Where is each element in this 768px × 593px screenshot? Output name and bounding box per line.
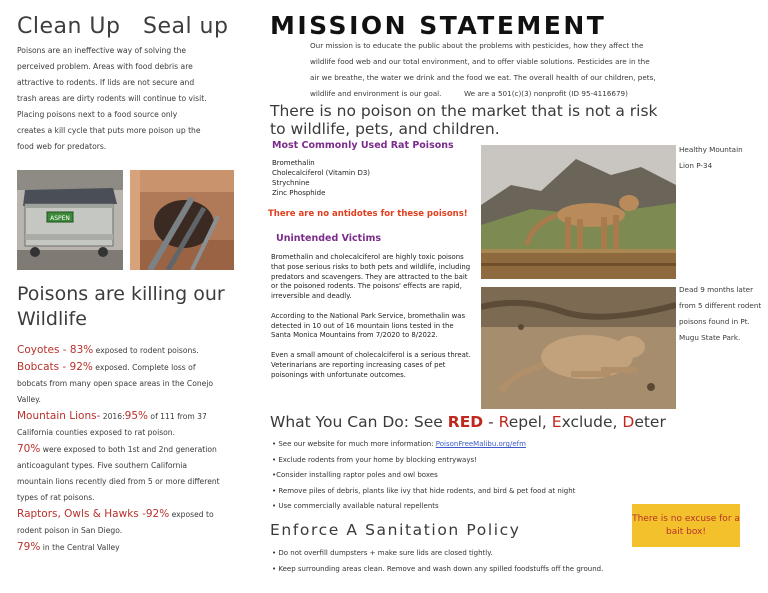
what-heading-r: R: [498, 413, 509, 431]
healthy-lion-caption: Healthy Mountain Lion P-34: [679, 145, 743, 170]
stat-text: exposed to rodent poison in San Diego.: [17, 510, 214, 535]
stat-text: 2016:: [100, 412, 125, 421]
dead-lion-photo: [481, 287, 676, 409]
enforce-heading: Enforce A Sanitation Policy: [270, 521, 521, 539]
stat-strong: Raptors, Owls & Hawks -92%: [17, 508, 170, 520]
what-heading-e: E: [551, 413, 562, 431]
risk-heading: There is no poison on the market that is not a risk to wildlife, pets, and children.: [270, 102, 658, 138]
victims-paragraph: Even a small amount of cholecalciferol is a serious threat. Veterinarians are reporting increasing cases of pet poisonings with unfortunate outcomes.: [271, 350, 471, 379]
stat-strong: Mountain Lions-: [17, 410, 101, 422]
stat-text: exposed to rodent poisons.: [93, 346, 199, 355]
stat-strong: Coyotes - 83%: [17, 344, 94, 356]
what-list: [272, 437, 692, 515]
bait-box-callout: There is no excuse for a bait box!: [632, 504, 740, 547]
what-heading-prefix: What You Can Do: See: [270, 413, 448, 431]
what-heading-repel: epel,: [508, 413, 552, 431]
enforce-list: [272, 545, 692, 577]
dead-lion-caption: Dead 9 months later from 5 different rodent poisons found in Pt. Mugu State Park.: [679, 285, 762, 342]
list-item: [272, 437, 692, 453]
stat-strong: Bobcats - 92%: [17, 361, 93, 373]
victims-text: [271, 253, 473, 390]
list-item: • Keep surrounding areas clean. Remove and wash down any spilled foodstuffs off the ground.: [272, 565, 604, 573]
mission-paragraph: [310, 38, 660, 102]
what-heading-red: RED: [447, 413, 484, 431]
victims-paragraph: According to the National Park Service, bromethalin was detected in 10 out of 16 mountain lions tested in the Santa Monica Mountains from 7/2020 to 8/2022.: [271, 311, 466, 340]
list-item: • Do not overfill dumpsters + make sure lids are closed tightly.: [272, 549, 493, 557]
dumpster-photo: [17, 170, 123, 270]
nonprofit-id: We are a 501(c)(3) nonprofit (ID 95-4116679): [464, 89, 628, 98]
website-link[interactable]: PoisonFreeMalibu.org/efm: [435, 440, 526, 448]
stat-text: exposed. Complete loss of bobcats from many open space areas in the Conejo Valley.: [17, 363, 214, 404]
list-item-text: • See our website for much more information:: [272, 440, 436, 448]
healthy-lion-photo: [481, 145, 676, 279]
list-item: Bromethalin: [272, 159, 315, 167]
stat-strong: 95%: [124, 410, 149, 422]
victims-heading: Unintended Victims: [276, 233, 382, 244]
poisons-killing-heading: Poisons are killing our Wildlife: [17, 283, 225, 330]
what-heading-exclude: xclude,: [561, 413, 623, 431]
rodent-entry-photo: [130, 170, 234, 270]
what-heading-deter: eter: [634, 413, 666, 431]
list-item: Cholecalciferol (Vitamin D3): [272, 169, 371, 177]
common-poisons-heading: Most Commonly Used Rat Poisons: [272, 140, 454, 151]
list-item: •Consider installing raptor poles and owl boxes: [272, 471, 438, 479]
what-you-can-do-heading: [270, 413, 666, 431]
intro-paragraph: Poisons are an ineffective way of solving the perceived problem. Areas with food debris are attractive to rodents. If lids are not secure and trash areas are dirty rodents will continue to visit. Placing poisons next to a food source only creates a kill cycle that puts more poison up the food web for predators.: [17, 46, 207, 151]
what-heading-dash: -: [483, 413, 499, 431]
wildlife-stats: [17, 342, 222, 556]
dumpster-label: ASPEN: [50, 215, 70, 222]
poison-list: [272, 158, 370, 198]
mission-text: Our mission is to educate the public about the problems with pesticides, how they affect the wildlife food web and our total environment, and to offer viable solutions. Pesticides are in the air we breathe, the water we drink and the food we eat. The overall health of our children, pets, wildlife and environment is our goal.: [310, 41, 656, 98]
list-item: Zinc Phosphide: [272, 189, 326, 197]
list-item: • Exclude rodents from your home by blocking entryways!: [272, 455, 477, 464]
victims-paragraph: Bromethalin and cholecalciferol are highly toxic poisons that pose serious risks to both pets and wildlife, including predators and scavengers. They are attracted to the bait or the poisoned rodents. The poisons' effects are rapid, irreversible and deadly.: [271, 253, 471, 301]
no-antidote-warning: There are no antidotes for these poisons!: [268, 209, 468, 219]
list-item: • Remove piles of debris, plants like ivy that hide rodents, and bird & pet food at night: [272, 486, 576, 495]
stat-text: of 111 from 37 California counties exposed to rat poison.: [17, 412, 207, 437]
list-item: Strychnine: [272, 179, 310, 187]
clean-up-heading: Clean Up Seal up: [17, 14, 229, 39]
what-heading-d: D: [622, 413, 635, 431]
stat-text: in the Central Valley: [40, 543, 120, 552]
list-item: • Use commercially available natural repellents: [272, 502, 439, 510]
stat-text: were exposed to both 1st and 2nd generation anticoagulant types. Five southern California mountain lions recently died from 5 or more different types of rat poisons.: [17, 445, 220, 502]
mission-heading: MISSION STATEMENT: [270, 11, 607, 40]
stat-strong: 79%: [17, 541, 41, 553]
stat-strong: 70%: [17, 443, 41, 455]
